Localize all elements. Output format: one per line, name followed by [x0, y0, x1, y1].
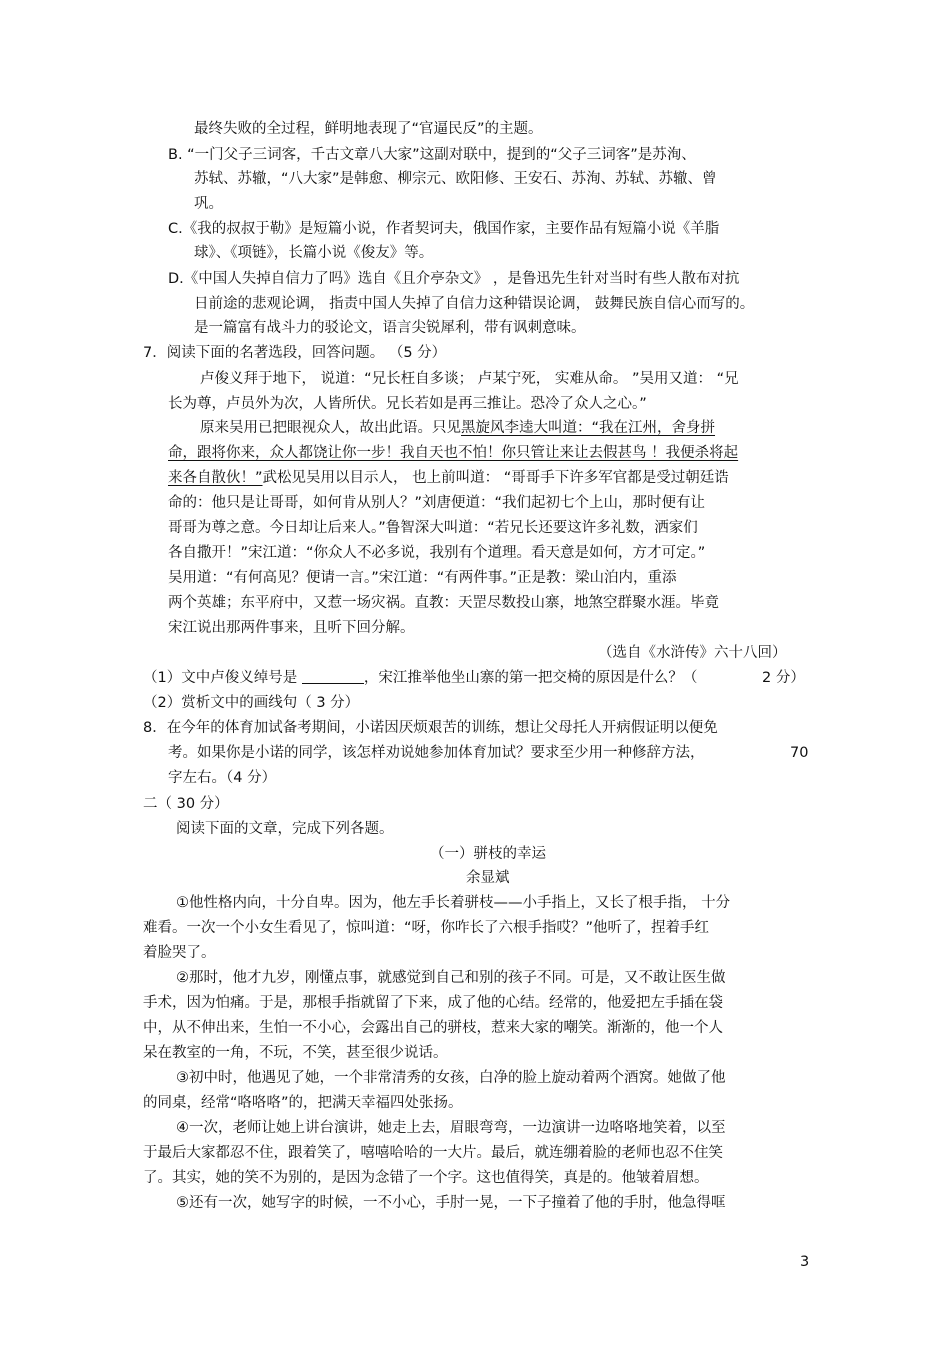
- article-line: ④一次，老师让她上讲台演讲，她走上去，眉眼弯弯，一边演讲一边咯咯地笑着，以至: [176, 1120, 726, 1136]
- option-d-line: 日前途的悲观论调， 指责中国人失掉了自信力这种错误论调， 鼓舞民族自信心而写的。: [194, 296, 755, 312]
- text-line: 最终失败的全过程，鲜明地表现了“官逼民反”的主题。: [194, 121, 543, 137]
- article-title: （一）骈枝的幸运: [430, 846, 546, 862]
- passage-line: [168, 468, 729, 488]
- passage-line: 宋江说出那两件事来，且听下回分解。: [168, 620, 415, 636]
- question-7-1-score: 2 分）: [762, 670, 805, 686]
- passage-line: 各自撒开！”宋江道：“你众人不必多说，我别有个道理。看天意是如何，方才可定。”: [168, 545, 706, 561]
- question-8-line: 字左右。（4 分）: [168, 770, 277, 786]
- article-line: 的同桌，经常“咯咯咯”的，把满天幸福四处张扬。: [143, 1095, 463, 1111]
- passage-text: 武松见吴用以目示人， 也上前叫道： “哥哥手下许多军官都是受过朝廷诰: [262, 470, 729, 486]
- page-number: 3: [800, 1254, 810, 1270]
- question-text: ，宋江推举他坐山寨的第一把交椅的原因是什么？（: [363, 670, 698, 686]
- question-7-1: [143, 668, 697, 688]
- article-line: ②那时，他才九岁，刚懂点事，就感觉到自己和别的孩子不同。可是，又不敢让医生做: [176, 970, 726, 986]
- option-b-line: 巩。: [194, 196, 223, 212]
- section-intro: 阅读下面的文章，完成下列各题。: [176, 821, 394, 837]
- question-7-2: （2）赏析文中的画线句（ 3 分）: [143, 695, 360, 711]
- question-8-line: 8．在今年的体育加试备考期间，小诺因厌烦艰苦的训练，想让父母托人开病假证明以便免: [143, 720, 718, 736]
- question-8-word-count: 70: [790, 745, 809, 761]
- article-line: 手术，因为怕痛。于是，那根手指就留了下来，成了他的心结。经常的，他爱把左手插在袋: [143, 995, 723, 1011]
- passage-line: 长为尊，卢员外为次，人皆所伏。兄长若如是再三推让。恐冷了众人之心。”: [168, 396, 647, 412]
- passage-source: （选自《水浒传》六十八回）: [598, 645, 787, 661]
- option-d-line: 是一篇富有战斗力的驳论文，语言尖锐犀利，带有讽刺意味。: [194, 320, 586, 336]
- option-c-line: 球》、《项链》，长篇小说《俊友》等。: [194, 245, 434, 261]
- article-line: 着脸哭了。: [143, 945, 216, 961]
- article-line: ⑤还有一次，她写字的时候，一不小心，手肘一晃，一下子撞着了他的手肘，他急得哐: [176, 1195, 726, 1211]
- underlined-sentence: 黑旋风李逵大叫道：“我在江州，舍身拼: [461, 420, 716, 436]
- section-heading: 二（ 30 分）: [143, 796, 229, 812]
- article-line: 了。其实，她的笑不为别的，是因为念错了一个字。这也值得笑，真是的。他皱着眉想。: [143, 1170, 709, 1186]
- option-b-line: 苏轼、苏辙，“八大家”是韩愈、柳宗元、欧阳修、王安石、苏洵、苏轼、苏辙、曾: [194, 171, 717, 187]
- underlined-sentence: 来各自散伙！”: [168, 470, 263, 486]
- answer-blank[interactable]: [302, 669, 364, 684]
- article-author: 余显斌: [466, 870, 510, 886]
- passage-line: 吴用道：“有何高见？便请一言。”宋江道：“有两件事。”正是教：梁山泊内，重添: [168, 570, 677, 586]
- question-text: （1）文中卢俊义绰号是: [143, 670, 298, 686]
- option-b-line: B. “一门父子三词客，千古文章八大家”这副对联中，提到的“父子三词客”是苏洵、: [168, 147, 696, 163]
- option-d-line: D.《中国人失掉自信力了吗》选自《且介亭杂文》 ，是鲁迅先生针对当时有些人散布对抗: [168, 271, 740, 287]
- article-line: 于最后大家都忍不住，跟着笑了，嘻嘻哈哈的一大片。最后，就连绷着脸的老师也忍不住笑: [143, 1145, 723, 1161]
- article-line: 呆在教室的一角，不玩，不笑，甚至很少说话。: [143, 1045, 448, 1061]
- passage-line: 哥哥为尊之意。今日却让后来人。”鲁智深大叫道：“若兄长还要这许多礼数，洒家们: [168, 520, 698, 536]
- article-line: ③初中时，他遇见了她，一个非常清秀的女孩，白净的脸上旋动着两个酒窝。她做了他: [176, 1070, 726, 1086]
- article-line: ①他性格内向，十分自卑。因为，他左手长着骈枝——小手指上，又长了根手指， 十分: [176, 895, 731, 911]
- question-8-line: 考。如果你是小诺的同学，该怎样劝说她参加体育加试？要求至少用一种修辞方法，: [168, 745, 705, 761]
- passage-line: 卢俊义拜于地下， 说道：“兄长枉自多谈； 卢某宁死， 实难从命。 ”吴用又道： “兄: [200, 371, 739, 387]
- passage-text: 原来吴用已把眼视众人，故出此语。只见: [200, 420, 461, 436]
- passage-line: 命的：他只是让哥哥，如何肯从别人？”刘唐便道：“我们起初七个上山，那时便有让: [168, 495, 706, 511]
- underlined-sentence: 命，跟将你来，众人都饶让你一步！我自天也不怕！你只管让来让去假甚鸟 ！我便杀将起: [168, 445, 739, 461]
- passage-line: 两个英雄；东平府中，又惹一场灾祸。直教：天罡尽数投山寨，地煞空群聚水涯。毕竟: [168, 595, 719, 611]
- article-line: 难看。一次一个小女生看见了，惊叫道：“呀，你咋长了六根手指哎？”他听了，捏着手红: [143, 920, 710, 936]
- article-line: 中，从不伸出来，生怕一不小心，会露出自己的骈枝，惹来大家的嘲笑。渐渐的，他一个人: [143, 1020, 723, 1036]
- question-7-heading: 7．阅读下面的名著选段，回答问题。 （5 分）: [143, 345, 447, 361]
- option-c-line: C.《我的叔叔于勒》是短篇小说，作者契诃夫，俄国作家，主要作品有短篇小说《羊脂: [168, 221, 720, 237]
- passage-line: [200, 418, 715, 438]
